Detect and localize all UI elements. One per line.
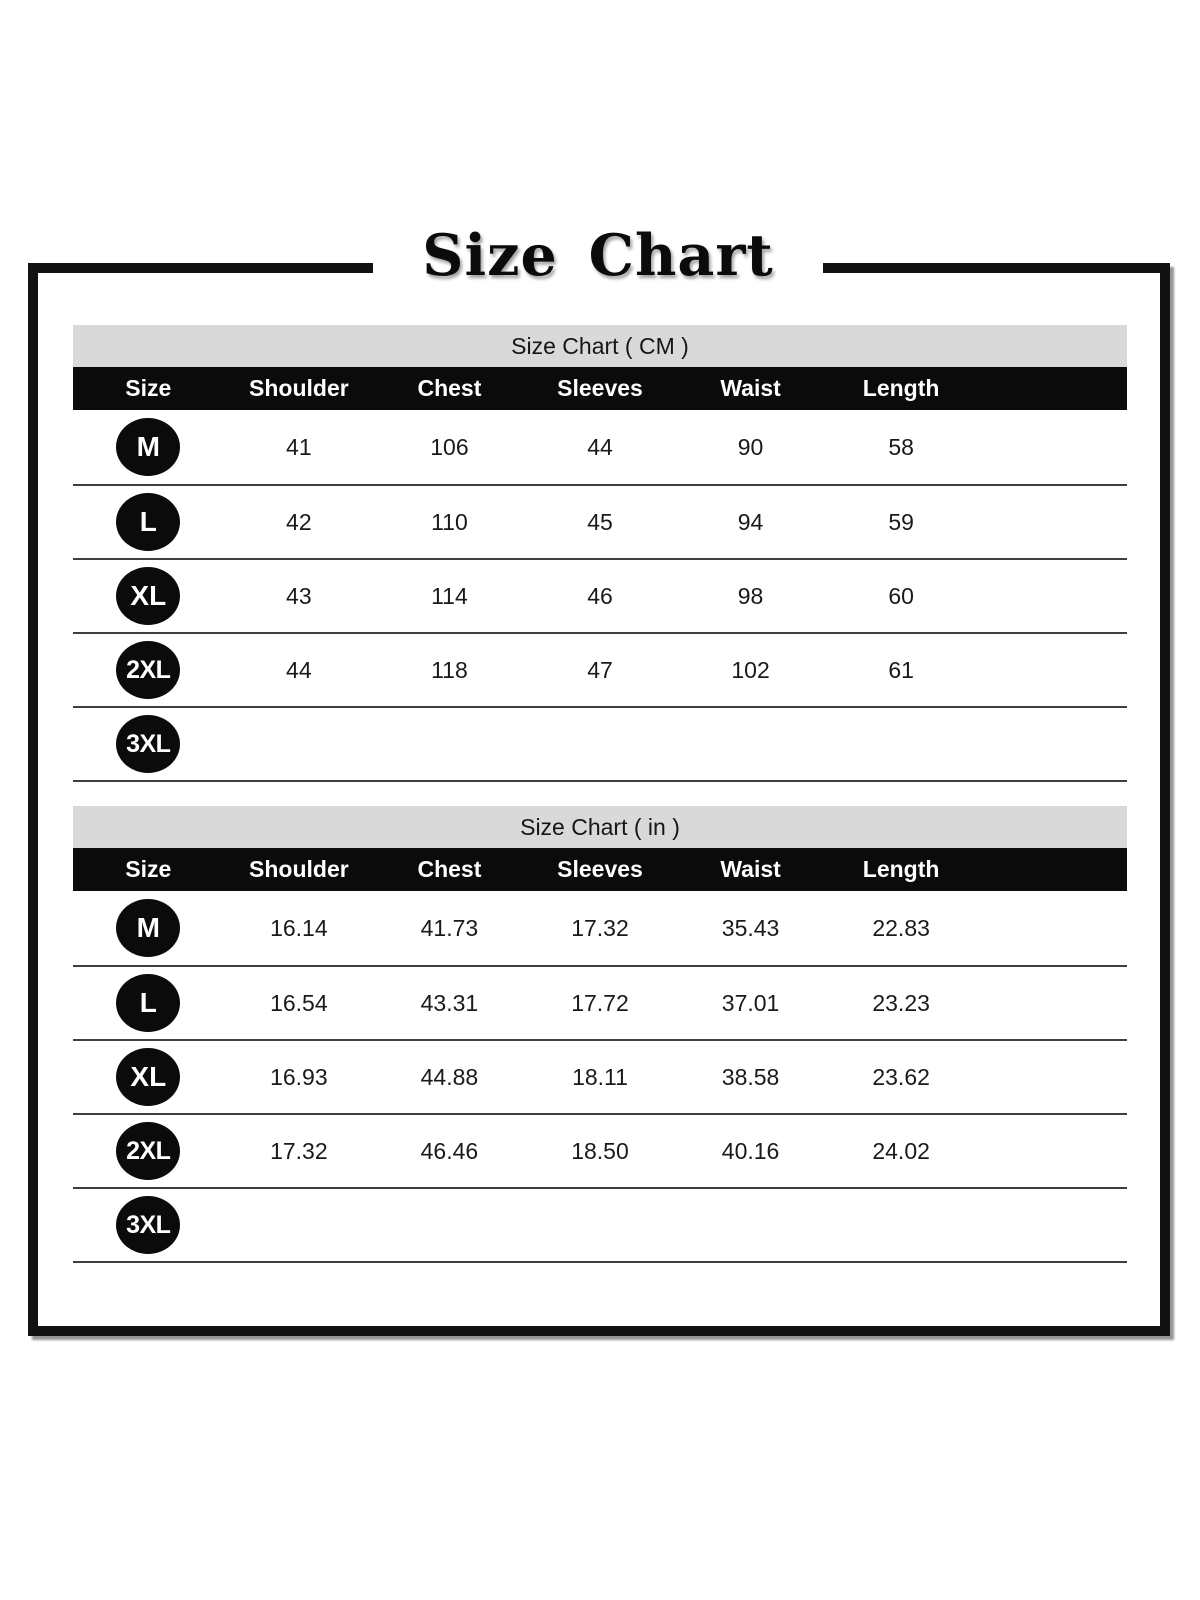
cell-shoulder: 41 — [286, 433, 312, 460]
title-plate — [373, 214, 823, 296]
size-badge: L — [116, 493, 180, 551]
cell-chest: 44.88 — [420, 1063, 479, 1090]
cell-sleeves: 47 — [587, 656, 613, 683]
table-row — [73, 484, 1127, 558]
table-row — [73, 632, 1127, 706]
cell-sleeves: 18.50 — [571, 1137, 629, 1164]
cell-sleeves: 18.11 — [572, 1063, 628, 1090]
cell-waist: 37.01 — [721, 989, 780, 1016]
table-row — [73, 965, 1127, 1039]
table-row — [73, 706, 1127, 780]
page-title: Size Chart — [422, 221, 774, 289]
cell-sleeves: 44 — [587, 433, 613, 460]
cell-shoulder: 43 — [286, 582, 312, 609]
table-header-in — [73, 848, 1127, 891]
cell-sleeves: 17.32 — [571, 914, 629, 941]
column-header-waist: Waist — [720, 375, 781, 401]
cell-chest: 41.73 — [420, 914, 479, 941]
column-header-chest: Chest — [417, 375, 482, 401]
chart-frame — [28, 263, 1170, 1336]
size-table-cm — [73, 325, 1127, 782]
cell-chest: 110 — [431, 508, 468, 535]
cell-chest: 106 — [430, 433, 469, 460]
column-header-waist: Waist — [720, 856, 781, 882]
table-row — [73, 1039, 1127, 1113]
cell-waist: 35.43 — [721, 914, 780, 941]
cell-waist: 38.58 — [721, 1063, 780, 1090]
cell-shoulder: 17.32 — [270, 1137, 328, 1164]
table-row — [73, 558, 1127, 632]
cell-shoulder: 44 — [286, 656, 312, 683]
cell-sleeves: 46 — [587, 582, 613, 609]
table-row — [73, 1187, 1127, 1261]
cell-shoulder: 16.14 — [270, 914, 328, 941]
size-badge: 2XL — [116, 1122, 180, 1180]
cell-chest: 118 — [431, 656, 468, 683]
cell-chest: 46.46 — [420, 1137, 479, 1164]
cell-waist: 90 — [737, 433, 764, 460]
size-badge: XL — [116, 1048, 180, 1106]
size-badge: 3XL — [116, 715, 180, 773]
cell-length: 61 — [888, 656, 914, 683]
size-badge: 2XL — [116, 641, 180, 699]
size-badge: L — [116, 974, 180, 1032]
table-title-cm: Size Chart ( CM ) — [73, 325, 1127, 367]
size-badge: 3XL — [116, 1196, 180, 1254]
cell-chest: 43.31 — [420, 989, 479, 1016]
table-row — [73, 1113, 1127, 1187]
cell-length: 24.02 — [872, 1137, 930, 1164]
cell-length: 58 — [888, 433, 914, 460]
column-header-length: Length — [862, 375, 940, 401]
cell-length: 60 — [888, 582, 914, 609]
cell-sleeves: 17.72 — [571, 989, 629, 1016]
table-title-in: Size Chart ( in ) — [73, 806, 1127, 848]
size-table-in — [73, 806, 1127, 1263]
cell-shoulder: 42 — [286, 508, 312, 535]
column-header-sleeves: Sleeves — [557, 375, 643, 401]
column-header-length: Length — [862, 856, 940, 882]
column-header-size: Size — [125, 856, 172, 882]
column-header-sleeves: Sleeves — [557, 856, 643, 882]
table-row — [73, 410, 1127, 484]
table-header-cm — [73, 367, 1127, 410]
size-badge: M — [116, 899, 180, 957]
cell-length: 59 — [888, 508, 914, 535]
column-header-chest: Chest — [417, 856, 482, 882]
column-header-size: Size — [125, 375, 172, 401]
cell-waist: 102 — [731, 656, 770, 683]
cell-waist: 98 — [737, 582, 764, 609]
cell-length: 22.83 — [872, 914, 930, 941]
column-header-shoulder: Shoulder — [249, 375, 349, 401]
cell-shoulder: 16.93 — [270, 1063, 328, 1090]
cell-length: 23.23 — [872, 989, 930, 1016]
size-badge: XL — [116, 567, 180, 625]
cell-length: 23.62 — [872, 1063, 930, 1090]
cell-chest: 114 — [431, 582, 468, 609]
size-badge: M — [116, 418, 180, 476]
cell-shoulder: 16.54 — [270, 989, 328, 1016]
column-header-shoulder: Shoulder — [249, 856, 349, 882]
cell-waist: 40.16 — [721, 1137, 780, 1164]
cell-sleeves: 45 — [587, 508, 613, 535]
cell-waist: 94 — [737, 508, 764, 535]
table-row — [73, 891, 1127, 965]
